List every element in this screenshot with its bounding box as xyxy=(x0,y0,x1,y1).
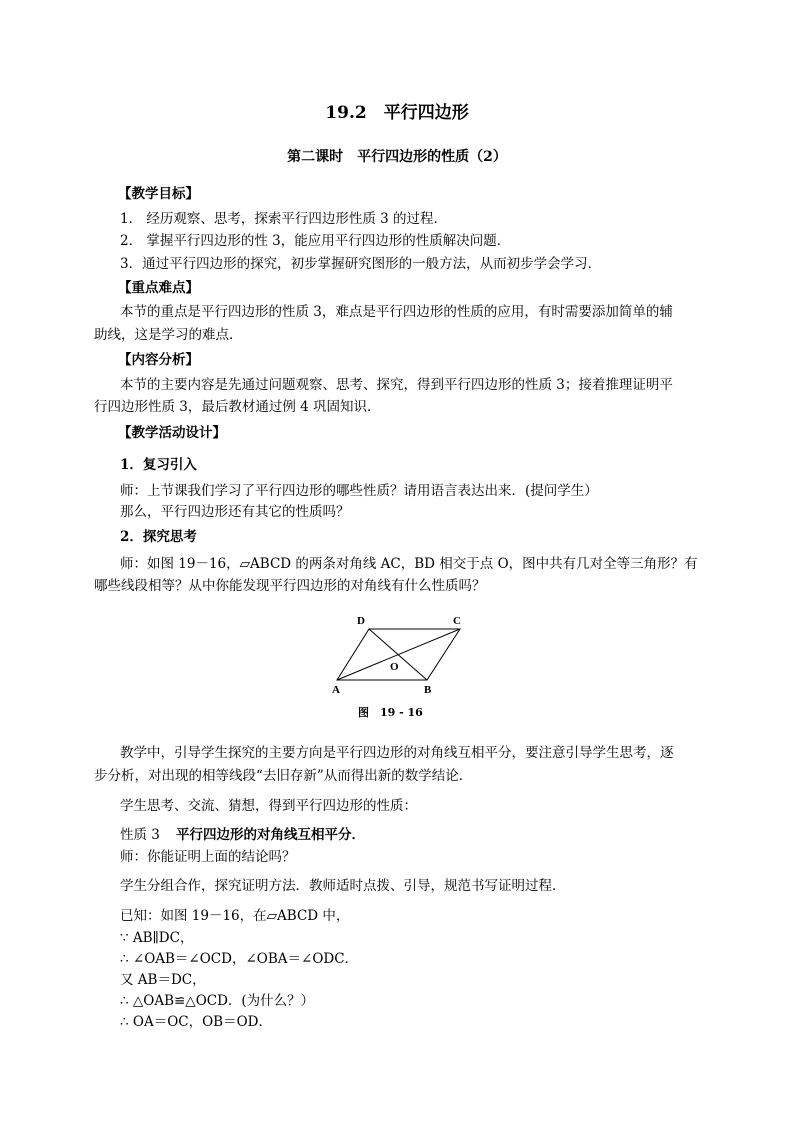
vertex-label-c: C xyxy=(453,615,461,627)
center-label-o: O xyxy=(390,661,399,673)
goal-item: 3．通过平行四边形的探究，初步掌握研究图形的一般方法，从而初步学会学习． xyxy=(120,256,602,272)
proof-line: ∴ ∠OAB＝∠OCD，∠OBA＝∠ODC． xyxy=(120,951,359,967)
key-paragraph-line: 本节的重点是平行四边形的性质 3，难点是平行四边形的性质的应用，有时需要添加简单的辅 xyxy=(120,304,673,320)
key-heading: 【重点难点】 xyxy=(118,280,199,296)
vertex-label-b: B xyxy=(424,684,432,696)
key-paragraph-line: 助线，这是学习的难点． xyxy=(94,327,243,343)
explore-heading: 2．探究思考 xyxy=(120,529,197,545)
proof-line: 又 AB＝DC， xyxy=(120,972,206,988)
content-heading: 【内容分析】 xyxy=(118,352,199,368)
review-line: 那么，平行四边形还有其它的性质吗？ xyxy=(120,504,350,520)
review-heading: 1．复习引入 xyxy=(120,457,197,473)
proof-line: ∵ AB∥DC， xyxy=(120,930,194,946)
activity-heading: 【教学活动设计】 xyxy=(118,425,226,441)
page-subtitle: 第二课时 平行四边形的性质（2） xyxy=(287,149,507,165)
proof-line: 已知：如图 19－16，在▱ABCD 中， xyxy=(120,908,350,924)
review-line: 师：上节课我们学习了平行四边形的哪些性质？请用语言表达出来．(提问学生） xyxy=(120,483,598,499)
proof-line: ∴ OA＝OC，OB＝OD． xyxy=(120,1014,272,1030)
content-paragraph-line: 行四边形性质 3，最后教材通过例 4 巩固知识． xyxy=(94,399,381,415)
teaching-line: 步分析，对出现的相等线段“去旧存新”从而得出新的数学结论． xyxy=(94,768,473,784)
property-label: 性质 3 xyxy=(120,827,160,843)
group-line: 学生分组合作，探究证明方法．教师适时点拨、引导，规范书写证明过程． xyxy=(120,878,566,894)
page-title: 19.2 平行四边形 xyxy=(325,103,469,123)
explore-line: 师：如图 19－16，▱ABCD 的两条对角线 AC，BD 相交于点 O，图中共有几对全等三角形？有 xyxy=(120,556,698,572)
figure-caption: 图 19 - 16 xyxy=(358,706,423,719)
goal-item: 2． 掌握平行四边形的性 3，能应用平行四边形的性质解决问题． xyxy=(120,233,511,249)
content-paragraph-line: 本节的主要内容是先通过问题观察、思考、探究，得到平行四边形的性质 3；接着推理证明平 xyxy=(120,377,673,393)
teaching-line: 教学中，引导学生探究的主要方向是平行四边形的对角线互相平分，要注意引导学生思考，逐 xyxy=(120,745,674,761)
students-line: 学生思考、交流、猜想，得到平行四边形的性质： xyxy=(120,798,417,814)
vertex-label-d: D xyxy=(357,615,365,627)
parallelogram-figure xyxy=(320,608,480,708)
explore-line: 哪些线段相等？从中你能发现平行四边形的对角线有什么性质吗？ xyxy=(94,578,486,594)
teacher-question: 师：你能证明上面的结论吗？ xyxy=(120,849,296,865)
goals-heading: 【教学目标】 xyxy=(118,186,199,202)
goal-item: 1． 经历观察、思考，探索平行四边形性质 3 的过程． xyxy=(120,211,448,227)
proof-line: ∴ △OAB≌△OCD．(为什么？） xyxy=(120,993,315,1009)
vertex-label-a: A xyxy=(332,684,340,696)
property-text: 平行四边形的对角线互相平分． xyxy=(176,827,365,843)
